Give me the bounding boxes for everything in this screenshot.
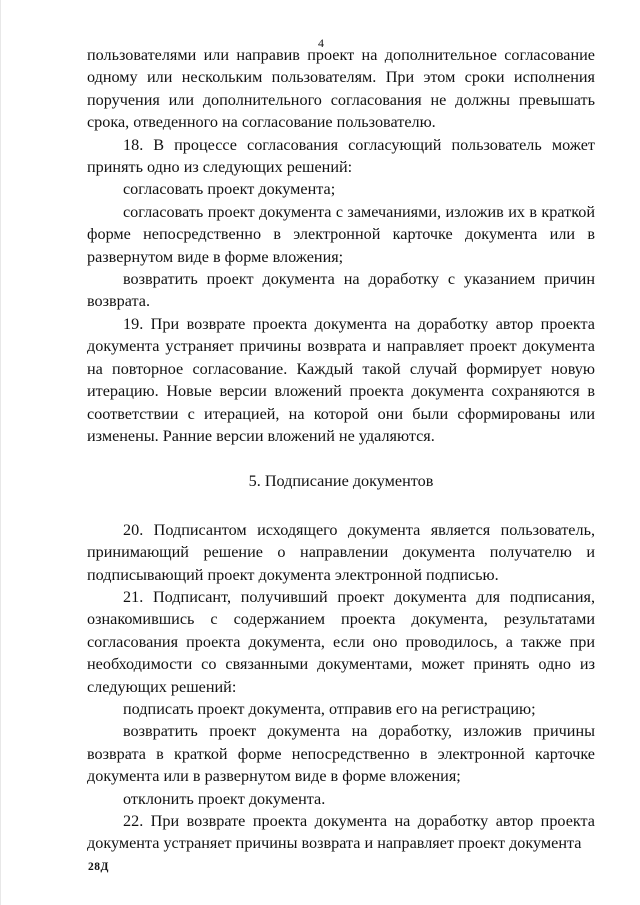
paragraph-21-option-return: возвратить проект документа на доработку, изложив причины возврата в краткой форме непосредственно в электронной карточке документа или в развернутом виде в форме вложения; [87, 722, 595, 786]
section-heading: 5. Подписание документов [248, 472, 434, 491]
paragraph-20: 20. Подписантом исходящего документа является пользователь, принимающий решение о направлении документа получателю и подписывающий проект документа электронной подписью. [87, 520, 595, 584]
page-number: 4 [318, 36, 324, 50]
paragraph-21-option-sign: подписать проект документа, отправив его на регистрацию; [123, 699, 536, 718]
document-body [87, 44, 595, 855]
paragraph-continuation: пользователями или направив проект на дополнительное согласование одному или нескольким пользователям. При этом сроки исполнения поручения или дополнительного согласования не должны превышать срока, отведенного на согласование пользователю. [87, 46, 595, 132]
paragraph-18-option-approve: согласовать проект документа; [123, 180, 336, 199]
paragraph-21: 21. Подписант, получивший проект документа для подписания, ознакомившись с содержанием проекта документа, результатами согласования проекта документа, если оно проводилось, а также при необходимости со связанными документами, может принять одно из следующих решений: [87, 587, 595, 696]
paragraph-18: 18. В процессе согласования согласующий пользователь может принять одно из следующих решений: [87, 135, 595, 177]
footer-document-code: 28Д [88, 861, 109, 873]
paragraph-22: 22. При возврате проекта документа на доработку автор проекта документа устраняет причины возврата и направляет проект документа [87, 812, 595, 853]
paragraph-19: 19. При возврате проекта документа на доработку автор проекта документа устраняет причины возврата и направляет проект документа на повторное согласование. Каждый такой случай формирует новую итерацию. Новые версии вложений проекта документа сохраняются в соответствии с итерацией, на которой они были сформированы или изменены. Ранние версии вложений не удаляются. [87, 314, 595, 445]
paragraph-21-option-reject: отклонить проект документа. [123, 789, 326, 808]
paragraph-18-option-return: возвратить проект документа на доработку с указанием причин возврата. [87, 270, 595, 311]
paragraph-18-option-approve-with-remarks: согласовать проект документа с замечаниями, изложив их в краткой форме непосредственно в электронной карточке документа или в развернутом виде в форме вложения; [87, 202, 595, 266]
